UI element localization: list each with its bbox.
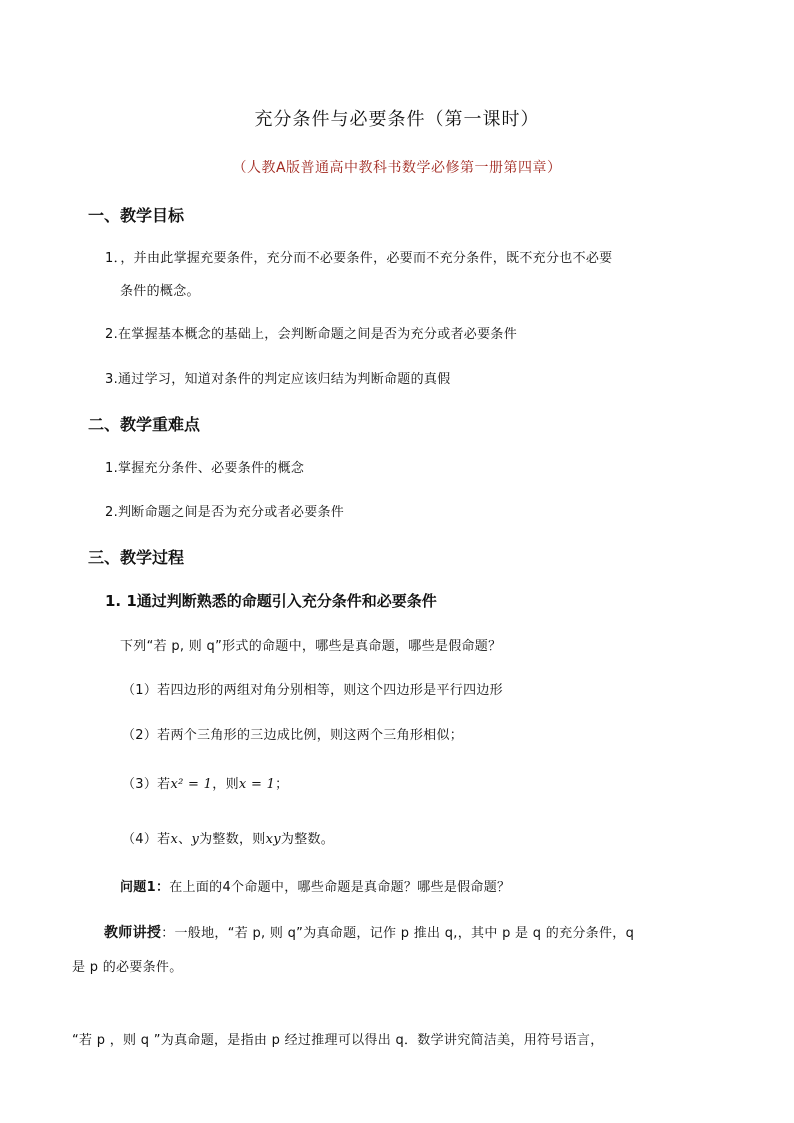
proposition-4-prefix: （4）若 bbox=[122, 832, 171, 847]
difficulty-item-2: 2.判断命题之间是否为充分或者必要条件 bbox=[105, 505, 345, 520]
proposition-4-x: x bbox=[170, 832, 179, 847]
proposition-4-end: 为整数。 bbox=[280, 832, 335, 847]
page-title: 充分条件与必要条件（第一课时） bbox=[254, 109, 540, 130]
proposition-3-result: x = 1 bbox=[238, 777, 276, 792]
difficulty-item-1: 1.掌握充分条件、必要条件的概念 bbox=[105, 461, 305, 476]
teacher-lecture-line-1 bbox=[104, 922, 634, 942]
proposition-2: （2）若两个三角形的三边成比例，则这两个三角形相似； bbox=[122, 728, 464, 743]
process-heading: 三、教学过程 bbox=[88, 548, 185, 567]
question-1 bbox=[120, 876, 510, 895]
goal-item-2: 2.在掌握基本概念的基础上，会判断命题之间是否为充分或者必要条件 bbox=[105, 327, 518, 342]
proposition-3-prefix: （3）若 bbox=[122, 777, 171, 792]
teacher-lecture-line-2: 是 p 的必要条件。 bbox=[72, 960, 183, 975]
question-1-label: 问题1： bbox=[120, 880, 170, 895]
process-intro: 下列“若 p, 则 q”形式的命题中，哪些是真命题，哪些是假命题？ bbox=[120, 639, 502, 654]
goal-item-1-line-2: 条件的概念。 bbox=[120, 284, 200, 299]
proposition-4-y: y bbox=[191, 832, 200, 847]
proposition-3-end: ； bbox=[275, 777, 289, 792]
proposition-3 bbox=[122, 773, 288, 792]
goal-item-1-line-1: 1．，并由此掌握充要条件，充分而不必要条件，必要而不充分条件，既不充分也不必要 bbox=[105, 251, 613, 266]
proposition-1: （1）若四边形的两组对角分别相等，则这个四边形是平行四边形 bbox=[122, 683, 503, 698]
explanation-line: “若 p ，则 q ”为真命题，是指由 p 经过推理可以得出 q．数学讲究简洁美，用符号语言， bbox=[72, 1033, 604, 1048]
proposition-4 bbox=[122, 828, 334, 847]
proposition-4-mid: 为整数，则 bbox=[199, 832, 266, 847]
teacher-lecture-label: 教师讲授 bbox=[104, 925, 162, 941]
goals-heading: 一、教学目标 bbox=[88, 206, 185, 225]
page-subtitle: （人教A版普通高中教科书数学必修第一册第四章） bbox=[232, 160, 562, 176]
proposition-3-condition: x² = 1 bbox=[170, 777, 213, 792]
question-1-text: 在上面的4个命题中，哪些命题是真命题？哪些是假命题？ bbox=[169, 880, 511, 895]
process-subheading-1: 1. 1通过判断熟悉的命题引入充分条件和必要条件 bbox=[105, 592, 437, 610]
proposition-4-sep: 、 bbox=[178, 832, 192, 847]
teacher-lecture-text: ：一般地，“若 p, 则 q”为真命题，记作 p 推出 q,，其中 p 是 q 的充分条件，q bbox=[161, 926, 635, 941]
goal-item-3: 3.通过学习，知道对条件的判定应该归结为判断命题的真假 bbox=[105, 372, 451, 387]
difficulties-heading: 二、教学重难点 bbox=[88, 415, 201, 434]
proposition-3-mid: ，则 bbox=[212, 777, 239, 792]
proposition-4-xy: xy bbox=[265, 832, 281, 847]
